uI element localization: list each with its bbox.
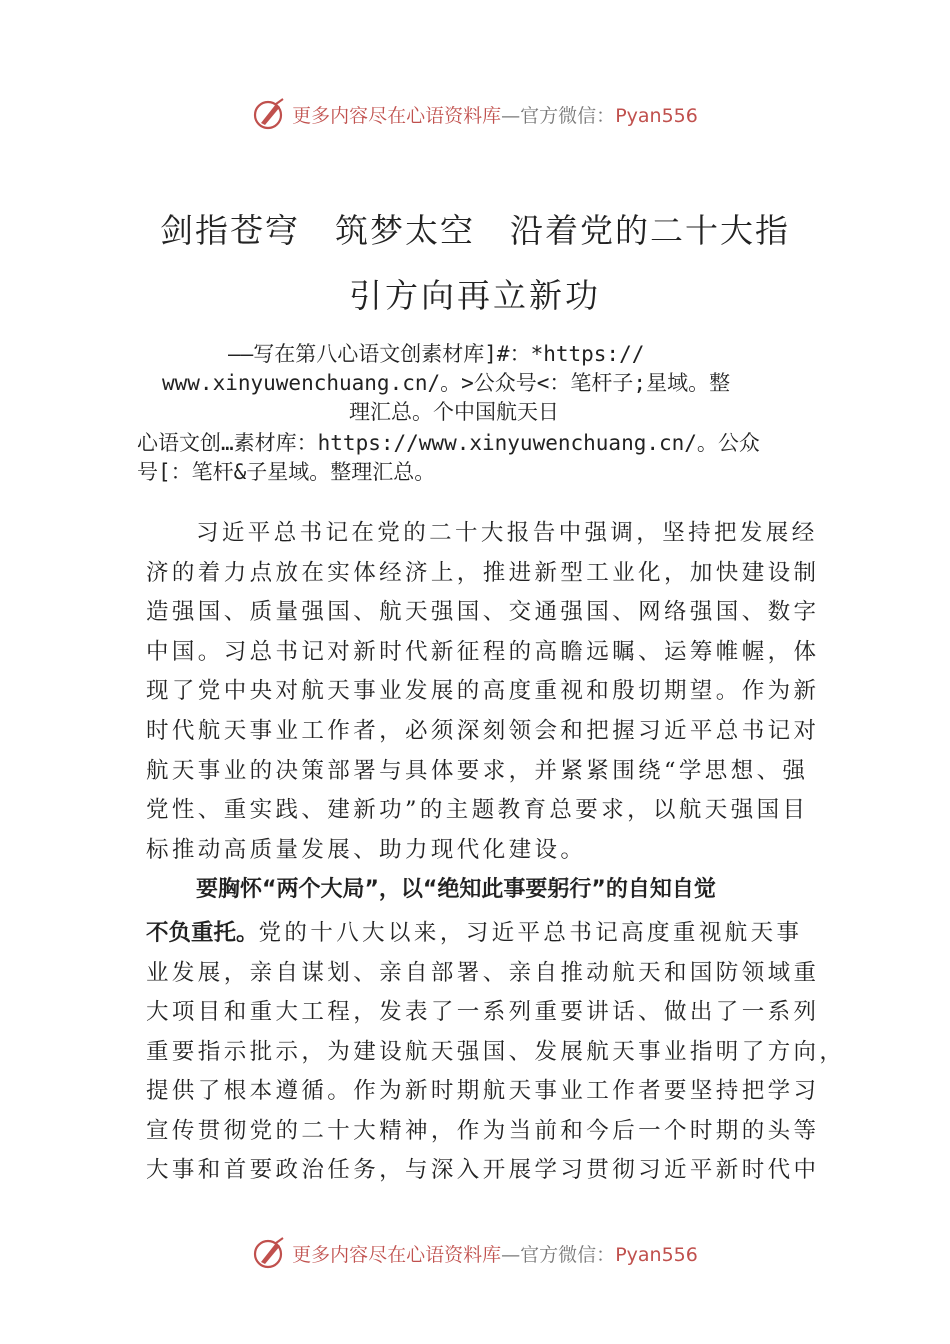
banner-sub-text: —官方微信：: [501, 1243, 616, 1266]
subtitle-line: 理汇总。个中国航天日: [349, 400, 559, 424]
body-line: 现了党中央对航天事业发展的高度重视和殷切期望。作为新: [146, 678, 820, 704]
body-line: 宣传贯彻党的二十大精神，作为当前和今后一个时期的头等: [146, 1118, 820, 1144]
body-line: 党的十八大以来，习近平总书记高度重视航天事: [258, 920, 803, 946]
body-line: 大项目和重大工程，发表了一系列重要讲话、做出了一系列: [146, 999, 820, 1025]
body-line: 习近平总书记在党的二十大报告中强调，坚持把发展经: [196, 520, 818, 546]
body-line: 重要指示批示，为建设航天强国、发展航天事业指明了方向，: [146, 1039, 846, 1065]
body-line: 时代航天事业工作者，必须深刻领会和把握习近平总书记对: [146, 718, 820, 744]
body-line: 造强国、质量强国、航天强国、交通强国、网络强国、数字: [146, 599, 820, 625]
section-heading: 要胸怀“两个大局”，以“绝知此事要躬行”的自知自觉: [196, 877, 716, 902]
subtitle-line: www.xinyuwenchuang.cn/。>公众号<：笔杆子;星域。整: [162, 371, 731, 395]
document-title-line-1: 剑指苍穹 筑梦太空 沿着党的二十大指: [160, 211, 790, 250]
body-line: 标推动高质量发展、助力现代化建设。: [146, 837, 587, 863]
body-line: 航天事业的决策部署与具体要求，并紧紧围绕“学思想、强: [146, 758, 809, 784]
pen-logo-icon: [252, 96, 288, 132]
subtitle-line: ——写在第八心语文创素材库]#：*https://: [228, 342, 645, 366]
banner-main-text: 更多内容尽在心语资料库: [292, 1243, 502, 1266]
banner-wechat-id: Pyan556: [615, 1243, 698, 1266]
subtitle-line: 心语文创…素材库：https://www.xinyuwenchuang.cn/。公众: [137, 431, 760, 455]
subtitle-line: 号[：笔杆&子星域。整理汇总。: [137, 460, 436, 484]
body-line: 中国。习总书记对新时代新征程的高瞻远瞩、运筹帷幄，体: [146, 639, 820, 665]
body-line: 济的着力点放在实体经济上，推进新型工业化，加快建设制: [146, 560, 820, 586]
body-line: 业发展，亲自谋划、亲自部署、亲自推动航天和国防领域重: [146, 960, 820, 986]
body-line: 提供了根本遵循。作为新时期航天事业工作者要坚持把学习: [146, 1078, 820, 1104]
body-line: 大事和首要政治任务，与深入开展学习贯彻习近平新时代中: [146, 1157, 820, 1183]
body-line: 党性、重实践、建新功”的主题教育总要求，以航天强国目: [146, 797, 809, 823]
banner-main-text: 更多内容尽在心语资料库: [292, 104, 502, 127]
header-banner: [0, 94, 950, 134]
pen-logo-icon: [252, 1235, 288, 1271]
footer-banner: [0, 1233, 950, 1273]
banner-sub-text: —官方微信：: [501, 104, 616, 127]
document-title-line-2: 引方向再立新功: [349, 276, 601, 315]
section-heading-end: 不负重托。: [146, 920, 259, 946]
banner-wechat-id: Pyan556: [615, 104, 698, 127]
